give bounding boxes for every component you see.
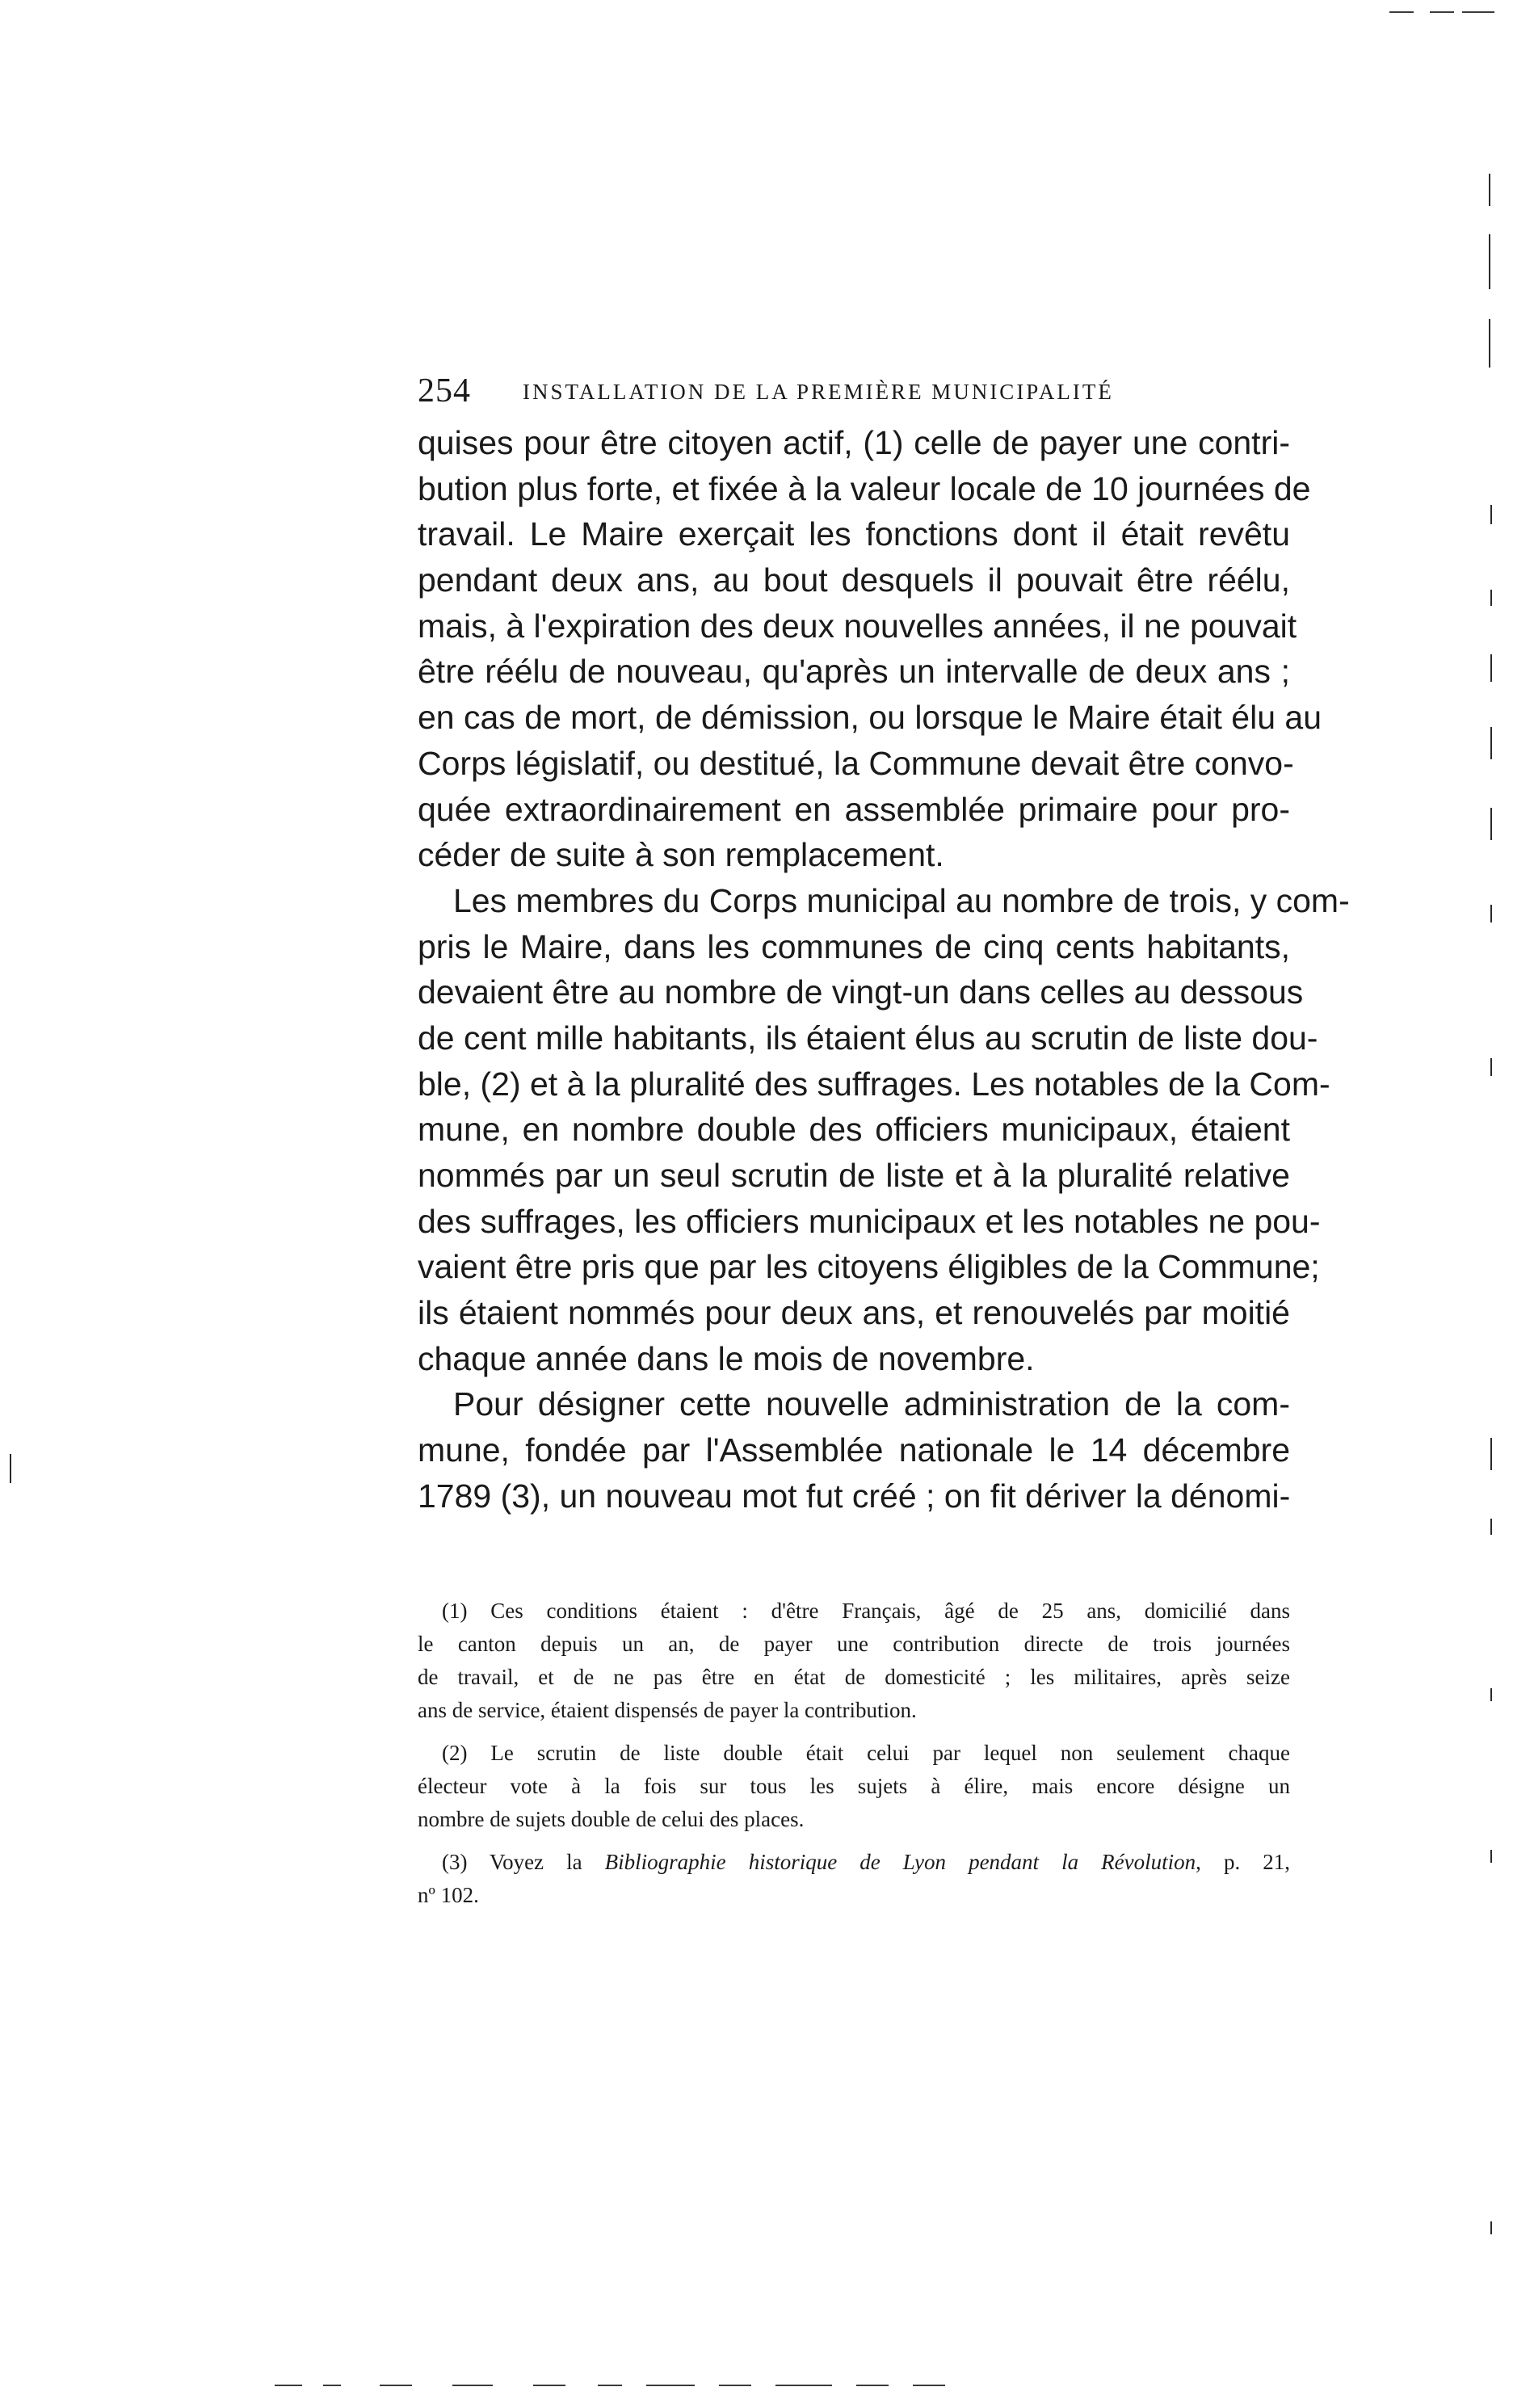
text-line: céder de suite à son remplacement. xyxy=(418,836,944,874)
scan-edge-mark xyxy=(1489,174,1490,206)
footnote-line: le canton depuis un an, de payer une contribution directe de trois journées xyxy=(418,1632,1290,1656)
scan-edge-dash xyxy=(775,2385,832,2386)
scan-edge-mark xyxy=(1490,2221,1492,2234)
scan-edge-mark xyxy=(10,1454,11,1483)
scan-edge-dash xyxy=(1389,11,1414,13)
scan-edge-dash xyxy=(275,2385,302,2386)
text-line: des suffrages, les officiers municipaux et les notables ne pou- xyxy=(418,1202,1321,1240)
paragraph-3 xyxy=(418,1381,1290,1519)
main-text xyxy=(418,420,1350,1519)
text-line: pris le Maire, dans les communes de cinq cents habitants, xyxy=(418,927,1290,965)
text-line: mune, en nombre double des officiers municipaux, étaient xyxy=(418,1111,1290,1149)
scan-edge-dash xyxy=(380,2385,412,2386)
text-line: nommés par un seul scrutin de liste et à la pluralité relative xyxy=(418,1157,1290,1194)
scan-edge-dash xyxy=(856,2385,889,2386)
footnote-2 xyxy=(418,1737,1290,1836)
text-line: en cas de mort, de démission, ou lorsque le Maire était élu au xyxy=(418,699,1322,737)
text-line: ble, (2) et à la pluralité des suffrages. Les notables de la Com- xyxy=(418,1065,1330,1103)
scan-edge-dash xyxy=(533,2385,565,2386)
scan-edge-mark xyxy=(1489,234,1490,289)
scan-edge-mark xyxy=(1490,905,1492,922)
footnote-line: ans de service, étaient dispensés de payer la contribution. xyxy=(418,1698,917,1722)
scan-edge-dash xyxy=(452,2385,493,2386)
scan-edge-dash xyxy=(598,2385,622,2386)
scan-edge-dash xyxy=(719,2385,751,2386)
paragraph-2 xyxy=(418,878,1350,1382)
text-line: mais, à l'expiration des deux nouvelles années, il ne pouvait xyxy=(418,607,1297,645)
scan-edge-dash xyxy=(323,2385,341,2386)
text-line: de cent mille habitants, ils étaient élus au scrutin de liste dou- xyxy=(418,1019,1318,1057)
scan-edge-mark xyxy=(1490,654,1492,682)
footnote-line: (1) Ces conditions étaient : d'être Français, âgé de 25 ans, domicilié dans xyxy=(442,1599,1290,1623)
text-line: 1789 (3), un nouveau mot fut créé ; on fit dériver la dénomi- xyxy=(418,1477,1291,1515)
footnote-1 xyxy=(418,1595,1290,1727)
scan-edge-mark xyxy=(1490,590,1492,606)
footnote-line: nº 102. xyxy=(418,1883,479,1907)
text-line: devaient être au nombre de vingt-un dans celles au dessous xyxy=(418,973,1304,1011)
scan-edge-mark xyxy=(1490,1519,1492,1535)
running-title: INSTALLATION DE LA PREMIÈRE MUNICIPALITÉ xyxy=(523,380,1114,404)
scan-edge-mark xyxy=(1489,319,1490,368)
text-line: pendant deux ans, au bout desquels il pouvait être réélu, xyxy=(418,561,1290,599)
text-line: être réélu de nouveau, qu'après un intervalle de deux ans ; xyxy=(418,653,1290,691)
text-line: quises pour être citoyen actif, (1) celle de payer une contri- xyxy=(418,424,1290,461)
footnotes xyxy=(418,1595,1290,1912)
scan-edge-mark xyxy=(1490,808,1492,840)
footnote-3-book-title: Bibliographie historique de Lyon pendant la Révolution xyxy=(604,1850,1196,1874)
footnote-3-prefix: (3) Voyez la xyxy=(442,1850,605,1874)
scan-edge-mark xyxy=(1490,1850,1492,1863)
footnote-line: électeur vote à la fois sur tous les sujets à élire, mais encore désigne un xyxy=(418,1774,1290,1798)
page-number: 254 xyxy=(418,372,471,410)
text-line: Pour désigner cette nouvelle administration de la com- xyxy=(453,1385,1290,1423)
scan-edge-dash xyxy=(646,2385,695,2386)
text-line: travail. Le Maire exerçait les fonctions dont il était revêtu xyxy=(418,515,1290,553)
text-line: vaient être pris que par les citoyens éligibles de la Commune; xyxy=(418,1248,1320,1286)
scan-edge-mark xyxy=(1490,1688,1492,1701)
scan-edge-dash xyxy=(913,2385,945,2386)
footnote-line: (2) Le scrutin de liste double était celui par lequel non seulement chaque xyxy=(442,1741,1290,1765)
text-line: chaque année dans le mois de novembre. xyxy=(418,1339,1035,1377)
scan-edge-mark xyxy=(1490,1438,1492,1470)
scan-edge-dash xyxy=(1462,11,1494,13)
text-line: Corps législatif, ou destitué, la Commune devait être convo- xyxy=(418,744,1294,782)
text-line: quée extraordinairement en assemblée primaire pour pro- xyxy=(418,790,1290,828)
text-line: ils étaient nommés pour deux ans, et renouvelés par moitié xyxy=(418,1294,1290,1332)
scan-edge-mark xyxy=(1490,505,1492,524)
paragraph-1 xyxy=(418,420,1322,878)
scan-edge-dash xyxy=(1430,11,1454,13)
footnote-3-suffix: , p. 21, xyxy=(1196,1850,1291,1874)
text-line: Les membres du Corps municipal au nombre de trois, y com- xyxy=(453,881,1350,919)
footnote-spacer xyxy=(418,1727,1290,1737)
footnote-3 xyxy=(418,1846,1290,1912)
footnote-line: nombre de sujets double de celui des places. xyxy=(418,1807,805,1831)
footnote-spacer xyxy=(418,1836,1290,1846)
footnote-line: de travail, et de ne pas être en état de domesticité ; les militaires, après seize xyxy=(418,1665,1290,1689)
text-line: bution plus forte, et fixée à la valeur locale de 10 journées de xyxy=(418,469,1311,507)
text-line: mune, fondée par l'Assemblée nationale le 14 décembre xyxy=(418,1431,1290,1469)
scan-edge-mark xyxy=(1490,1058,1492,1076)
running-header xyxy=(418,368,1290,417)
scan-edge-mark xyxy=(1490,727,1492,759)
footnote-line xyxy=(418,1846,1290,1879)
